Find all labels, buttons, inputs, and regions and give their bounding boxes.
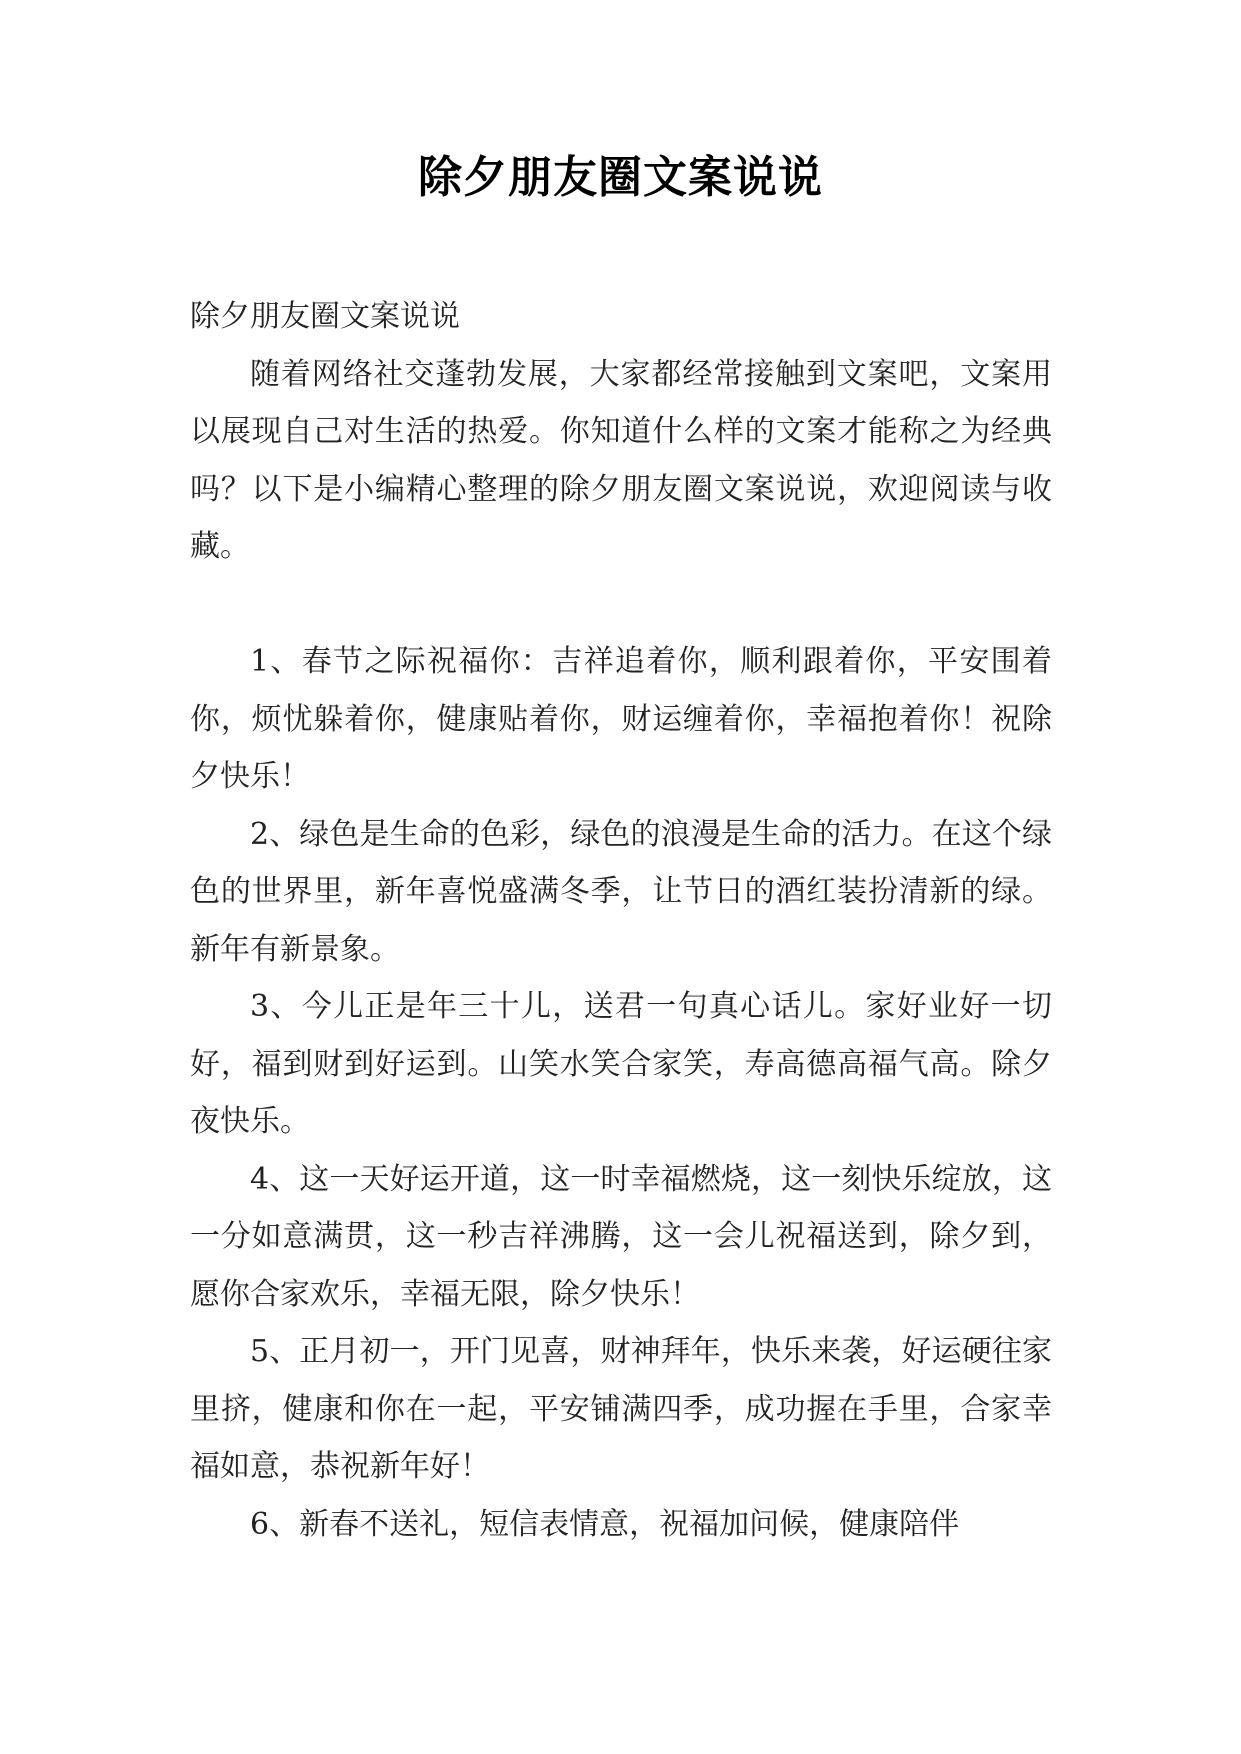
document-subtitle: 除夕朋友圈文案说说 <box>190 299 460 334</box>
list-item: 3、今儿正是年三十儿，送君一句真心话儿。家好业好一切好，福到财到好运到。山笑水笑合家笑，寿高德高福气高。除夕夜快乐。 <box>190 989 1052 1139</box>
document-body <box>190 288 1052 1553</box>
list-item: 1、春节之际祝福你：吉祥追着你，顺利跟着你，平安围着你，烦忧躲着你，健康贴着你，财运缠着你，幸福抱着你！祝除夕快乐！ <box>190 644 1052 794</box>
list-item: 2、绿色是生命的色彩，绿色的浪漫是生命的活力。在这个绿色的世界里，新年喜悦盛满冬季，让节日的酒红装扮清新的绿。新年有新景象。 <box>190 816 1052 967</box>
list-item: 5、正月初一，开门见喜，财神拜年，快乐来袭，好运硬往家里挤，健康和你在一起，平安铺满四季，成功握在手里，合家幸福如意，恭祝新年好！ <box>190 1334 1052 1484</box>
document-title: 除夕朋友圈文案说说 <box>418 152 823 203</box>
list-item: 4、这一天好运开道，这一时幸福燃烧，这一刻快乐绽放，这一分如意满贯，这一秒吉祥沸腾，这一会儿祝福送到，除夕到，愿你合家欢乐，幸福无限，除夕快乐！ <box>190 1161 1052 1312</box>
paragraph-spacer <box>190 576 1052 634</box>
list-item: 6、新春不送礼，短信表情意，祝福加问候，健康陪伴 <box>250 1506 960 1542</box>
intro-paragraph: 随着网络社交蓬勃发展，大家都经常接触到文案吧，文案用以展现自己对生活的热爱。你知道什么样的文案才能称之为经典吗？以下是小编精心整理的除夕朋友圈文案说说，欢迎阅读与收藏。 <box>190 356 1052 564</box>
